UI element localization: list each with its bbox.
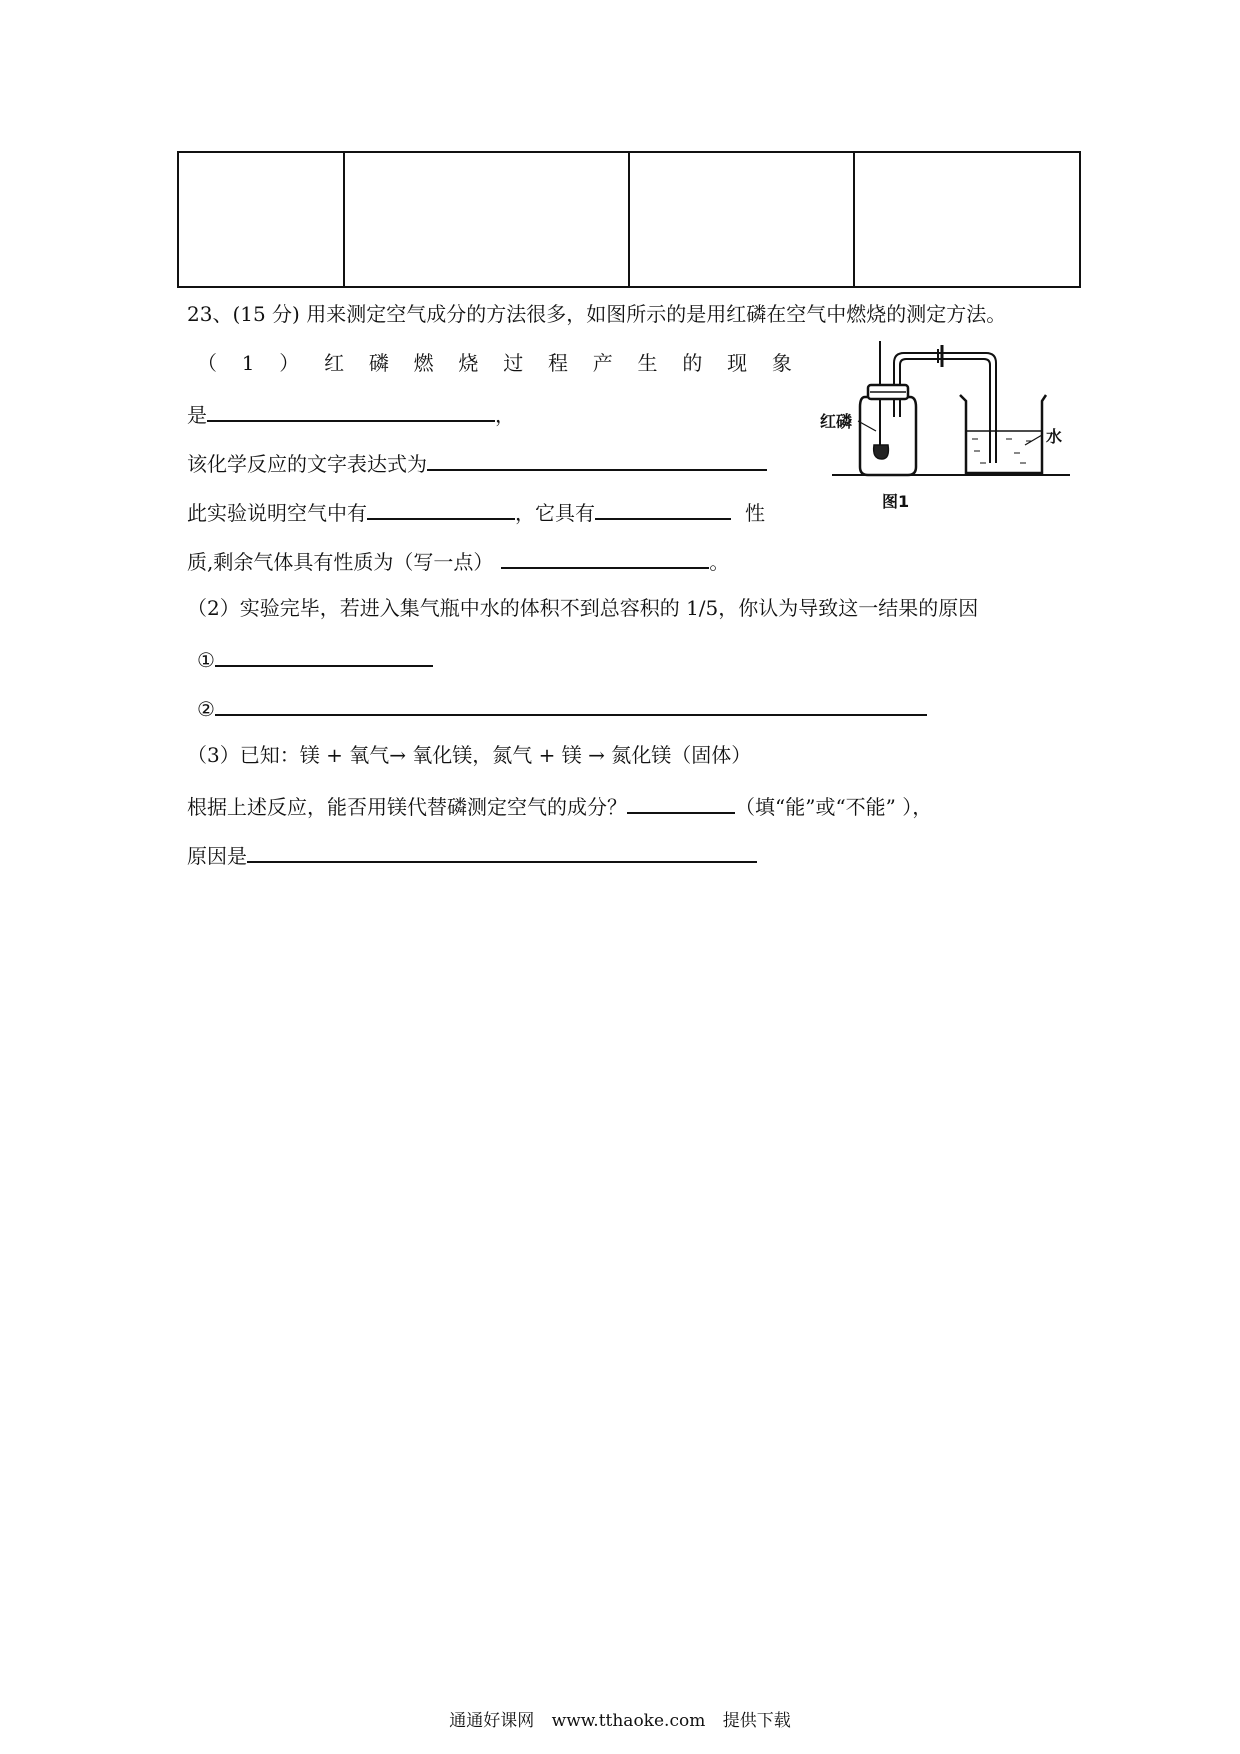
part1-label-char: 生 — [637, 351, 658, 375]
figure-caption: 图1 — [882, 492, 910, 511]
apparatus-figure — [820, 335, 1080, 515]
part3-reason-label: 原因是 — [187, 844, 247, 868]
reason-blank[interactable] — [247, 839, 757, 863]
beaker — [960, 395, 1046, 473]
part1-label-char: 产 — [592, 351, 613, 375]
part3-text: （3）已知：镁 + 氧气→ 氧化镁，氮气 + 镁 → 氮化镁（固体） — [187, 743, 752, 767]
part1-line3-start: 该化学反应的文字表达式为 — [187, 452, 427, 476]
item1-marker: ① — [197, 648, 215, 672]
page-footer — [0, 1706, 1240, 1731]
water-label: 水 — [1046, 427, 1063, 446]
part1-equation-line — [187, 447, 767, 478]
answer-table — [177, 151, 1081, 288]
footer-suffix: 提供下载 — [722, 1711, 791, 1731]
part1-line2-end: ， — [495, 403, 515, 427]
part3-reason-line — [187, 839, 757, 870]
part1-air-line — [187, 496, 765, 527]
part2-item2 — [197, 692, 927, 723]
part2-text: （2）实验完毕，若进入集气瓶中水的体积不到总容积的 1/5，你认为导致这一结果的原因 — [187, 596, 979, 620]
part1-label-char: （ — [197, 351, 217, 375]
reason2-blank[interactable] — [215, 692, 927, 716]
table-cell — [179, 153, 345, 286]
part1-label-char: 程 — [547, 351, 568, 375]
part3-question-a: 根据上述反应，能否用镁代替磷测定空气的成分？ — [187, 795, 627, 819]
part1-line5-b: 。 — [709, 550, 730, 574]
reason1-blank[interactable] — [215, 643, 433, 667]
part1-label-char: 烧 — [458, 351, 479, 375]
part1-label-char: 象 — [771, 351, 792, 375]
item2-marker: ② — [197, 697, 215, 721]
part1-label-char: 过 — [503, 351, 524, 375]
part1-line2-start: 是 — [187, 403, 207, 427]
part3-question-line — [187, 790, 932, 821]
property-blank[interactable] — [595, 496, 731, 520]
footer-site-name: 通通好课网 — [449, 1711, 535, 1731]
connecting-tube — [894, 353, 996, 463]
footer-url[interactable]: www.tthaoke.com — [551, 1711, 706, 1731]
gas-bottle — [860, 397, 916, 475]
equation-blank[interactable] — [427, 447, 767, 471]
part1-label-char: 现 — [727, 351, 748, 375]
table-cell — [345, 153, 630, 286]
part1-remaining-gas-line — [187, 545, 729, 576]
can-or-cannot-blank[interactable] — [627, 790, 735, 814]
table-cell — [630, 153, 855, 286]
phosphorus-label: 红磷 — [820, 412, 853, 431]
remaining-gas-blank[interactable] — [501, 545, 709, 569]
part1-phenomenon-line — [187, 398, 515, 429]
part1-label-char: 1 — [241, 351, 255, 375]
part1-line4-a: 此实验说明空气中有 — [187, 501, 367, 525]
part1-line5-a: 质,剩余气体具有性质为（写一点） — [187, 550, 494, 574]
table-cell — [855, 153, 1079, 286]
part1-line4-c: 性 — [745, 501, 765, 525]
part1-label-char: 的 — [682, 351, 703, 375]
part3-question-b: （填“能”或“不能” ）， — [735, 795, 933, 819]
part1-label — [197, 349, 792, 377]
air-component-blank[interactable] — [367, 496, 515, 520]
part2-item1 — [197, 643, 433, 674]
part1-line4-b: ，它具有 — [515, 501, 595, 525]
part1-label-char: 燃 — [413, 351, 434, 375]
phenomenon-blank[interactable] — [207, 398, 495, 422]
part1-label-char: 红 — [324, 351, 345, 375]
part1-label-char: ） — [279, 351, 300, 375]
phosphorus-spoon — [874, 445, 889, 459]
question-header: 23、(15 分) 用来测定空气成分的方法很多，如图所示的是用红磷在空气中燃烧的测定方法。 — [187, 302, 1007, 326]
part1-label-char: 磷 — [368, 351, 389, 375]
